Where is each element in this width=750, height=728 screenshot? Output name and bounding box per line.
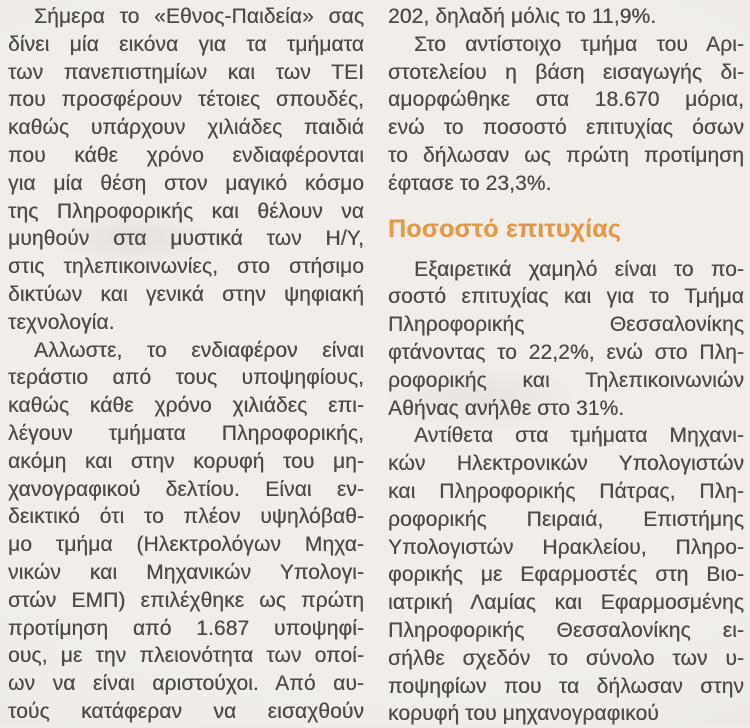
paragraph bbox=[388, 422, 744, 728]
paragraph bbox=[8, 3, 364, 337]
text-line: σήλθε σχεδόν το σύνολο των υ- bbox=[388, 646, 744, 670]
text-line: στις τηλεπικοινωνίες, στο στήσιμο bbox=[8, 255, 364, 279]
text-line: ους, με την πλειονότητα των οποί- bbox=[8, 644, 364, 668]
text-line: τούς κατάφεραν να εισαχθούν bbox=[8, 699, 364, 723]
text-line: στών ΕΜΠ) επιλέχθηκε ως πρώτη bbox=[8, 588, 364, 612]
text-line: 202, δηλαδή μόλις το 11,9%. bbox=[388, 5, 657, 28]
text-line: φτάνοντας το 22,2%, ενώ στο Πλη- bbox=[388, 340, 744, 364]
text-line: μο τμήμα (Ηλεκτρολόγων Μηχα- bbox=[8, 533, 364, 557]
text-line: Στο αντίστοιχο τμήμα του Αρι- bbox=[414, 32, 744, 56]
text-line: προτίμηση από 1.687 υποψηφί- bbox=[8, 616, 364, 640]
text-line: τεράστιο από τους υποψηφίους, bbox=[8, 366, 364, 390]
text-line: έφτασε το 23,3%. bbox=[388, 171, 552, 195]
text-line: ων να είναι αριστούχοι. Από αυ- bbox=[8, 672, 364, 696]
text-line: σοστό επιτυχίας και για το Τμήμα bbox=[388, 285, 744, 309]
text-line: Αλλωστε, το ενδιαφέρον είναι bbox=[34, 338, 364, 362]
text-line: ροφορικής και Τηλεπικοινωνιών bbox=[388, 368, 744, 392]
right-column bbox=[388, 3, 744, 728]
paragraph bbox=[8, 337, 364, 726]
text-line: ενώ το ποσοστό επιτυχίας όσων bbox=[388, 116, 744, 140]
text-line: αμορφώθηκε στα 18.670 μόρια, bbox=[388, 88, 744, 112]
paragraph bbox=[388, 3, 744, 31]
text-line: και Πληροφορικής Πάτρας, Πλη- bbox=[388, 479, 744, 503]
text-line: ποψηφίων που τα δήλωσαν στην bbox=[388, 674, 744, 698]
text-line: Αντίθετα στα τμήματα Μηχανι- bbox=[414, 424, 744, 448]
text-line: μυηθούν στα μυστικά των Η/Υ, bbox=[8, 227, 364, 251]
text-line: δεικτικό ότι το πλέον υψηλόβαθ- bbox=[8, 505, 364, 529]
text-line: για μία θέση στον μαγικό κόσμο bbox=[8, 171, 364, 195]
paragraph bbox=[388, 256, 744, 423]
text-line: δικτύων και γενικά στην ψηφιακή bbox=[8, 282, 364, 306]
text-line: της Πληροφορικής και θέλουν να bbox=[8, 199, 364, 223]
text-line: ιατρική Λαμίας και Εφαρμοσμένης bbox=[388, 591, 744, 615]
text-line: Αθήνας ανήλθε στο 31%. bbox=[388, 396, 625, 420]
text-line: που προσφέρουν τέτοιες σπουδές, bbox=[8, 88, 364, 112]
text-line: Σήμερα το «Εθνος-Παιδεία» σας bbox=[34, 5, 364, 28]
text-line: Πληροφορικής Θεσσαλονίκης ει- bbox=[388, 618, 744, 642]
text-line: Υπολογιστών Ηρακλείου, Πληρο- bbox=[388, 535, 744, 559]
text-line: που κάθε χρόνο ενδιαφέρονται bbox=[8, 143, 364, 167]
text-line: λέγουν τμήματα Πληροφορικής, bbox=[8, 421, 364, 445]
text-line: ροφορικής Πειραιά, Επιστήμης bbox=[388, 507, 744, 531]
text-line: Εξαιρετικά χαμηλό είναι το πο- bbox=[414, 257, 744, 281]
text-line: των πανεπιστημίων και των ΤΕΙ bbox=[8, 60, 364, 84]
paragraph bbox=[388, 31, 744, 198]
text-line: το δήλωσαν ως πρώτη προτίμηση bbox=[388, 143, 744, 167]
text-line: χανογραφικού δελτίου. Είναι εν- bbox=[8, 477, 364, 501]
text-line: νικών και Μηχανικών Υπολογι- bbox=[8, 560, 364, 584]
text-line: καθώς υπάρχουν χιλιάδες παιδιά bbox=[8, 116, 364, 140]
text-line: Πληροφορικής Θεσσαλονίκης bbox=[388, 313, 744, 337]
text-line: ακόμη και στην κορυφή του μη- bbox=[8, 449, 364, 473]
section-heading: Ποσοστό επιτυχίας bbox=[388, 214, 621, 243]
text-line: κορυφή του μηχανογραφικού bbox=[388, 702, 659, 726]
text-line: δίνει μία εικόνα για τα τμήματα bbox=[8, 32, 364, 56]
left-column bbox=[8, 3, 364, 728]
text-line: κών Ηλεκτρονικών Υπολογιστών bbox=[388, 452, 744, 476]
text-line: τεχνολογία. bbox=[8, 310, 115, 334]
text-line: καθώς κάθε χρόνο χιλιάδες επι- bbox=[8, 394, 364, 418]
text-line: φορικής με Εφαρμοστές στη Βιο- bbox=[388, 563, 744, 587]
text-line: στοτελείου η βάση εισαγωγής δι- bbox=[388, 60, 744, 84]
